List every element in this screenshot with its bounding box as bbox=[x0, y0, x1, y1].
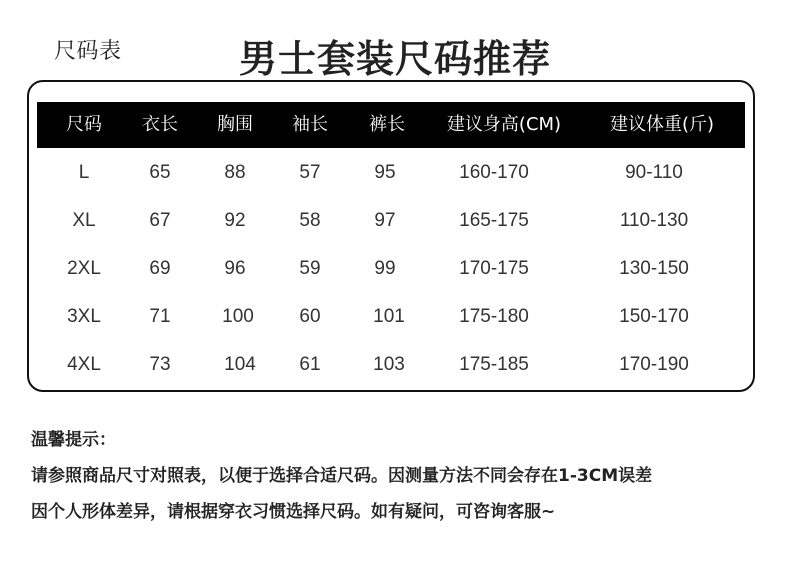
table-cell: 71 bbox=[149, 306, 171, 327]
column-header-chest: 胸围 bbox=[217, 114, 253, 135]
table-cell: 100 bbox=[222, 306, 254, 327]
table-cell: 170-175 bbox=[459, 258, 529, 279]
table-cell: 97 bbox=[374, 210, 396, 231]
table-cell: 130-150 bbox=[619, 258, 689, 279]
table-cell: 58 bbox=[299, 210, 321, 231]
table-cell: 67 bbox=[149, 210, 171, 231]
table-cell: XL bbox=[72, 210, 96, 231]
table-cell: 3XL bbox=[67, 306, 101, 327]
page-title: 男士套装尺码推荐 bbox=[238, 37, 551, 81]
table-cell: 61 bbox=[299, 354, 321, 375]
column-header-height: 建议身高(CM) bbox=[446, 114, 562, 135]
table-cell: 88 bbox=[224, 162, 246, 183]
column-header-sleeve: 袖长 bbox=[292, 114, 328, 135]
table-cell: 59 bbox=[299, 258, 321, 279]
table-cell: 175-180 bbox=[459, 306, 529, 327]
table-cell: 103 bbox=[373, 354, 405, 375]
tips-line-1: 请参照商品尺寸对照表，以便于选择合适尺码。因测量方法不同会存在1-3CM误差 bbox=[31, 466, 653, 486]
tips-heading: 温馨提示： bbox=[31, 430, 116, 450]
column-header-weight: 建议体重(斤) bbox=[609, 114, 715, 135]
table-cell: 60 bbox=[299, 306, 321, 327]
table-cell: 160-170 bbox=[459, 162, 529, 183]
table-cell: 95 bbox=[374, 162, 396, 183]
table-cell: 73 bbox=[149, 354, 171, 375]
table-cell: 170-190 bbox=[619, 354, 689, 375]
column-header-size: 尺码 bbox=[66, 114, 102, 135]
table-cell: 104 bbox=[224, 354, 256, 375]
table-cell: 2XL bbox=[67, 258, 101, 279]
table-cell: 101 bbox=[373, 306, 405, 327]
table-cell: 96 bbox=[224, 258, 246, 279]
table-cell: 110-130 bbox=[619, 210, 689, 231]
table-cell: 175-185 bbox=[459, 354, 529, 375]
size-chart-label: 尺码表 bbox=[54, 39, 122, 64]
table-cell: 165-175 bbox=[459, 210, 529, 231]
table-cell: 65 bbox=[149, 162, 171, 183]
table-cell: 150-170 bbox=[619, 306, 689, 327]
table-cell: 99 bbox=[374, 258, 396, 279]
column-header-pants-length: 裤长 bbox=[369, 114, 405, 135]
table-cell: 90-110 bbox=[625, 162, 683, 183]
table-cell: 92 bbox=[224, 210, 246, 231]
table-cell: 4XL bbox=[67, 354, 101, 375]
table-cell: 57 bbox=[299, 162, 321, 183]
column-header-length: 衣长 bbox=[142, 114, 178, 135]
tips-line-2: 因个人形体差异，请根据穿衣习惯选择尺码。如有疑问，可咨询客服~ bbox=[31, 502, 556, 522]
table-cell: L bbox=[78, 162, 90, 183]
tips-section bbox=[31, 426, 771, 534]
table-cell: 69 bbox=[149, 258, 171, 279]
